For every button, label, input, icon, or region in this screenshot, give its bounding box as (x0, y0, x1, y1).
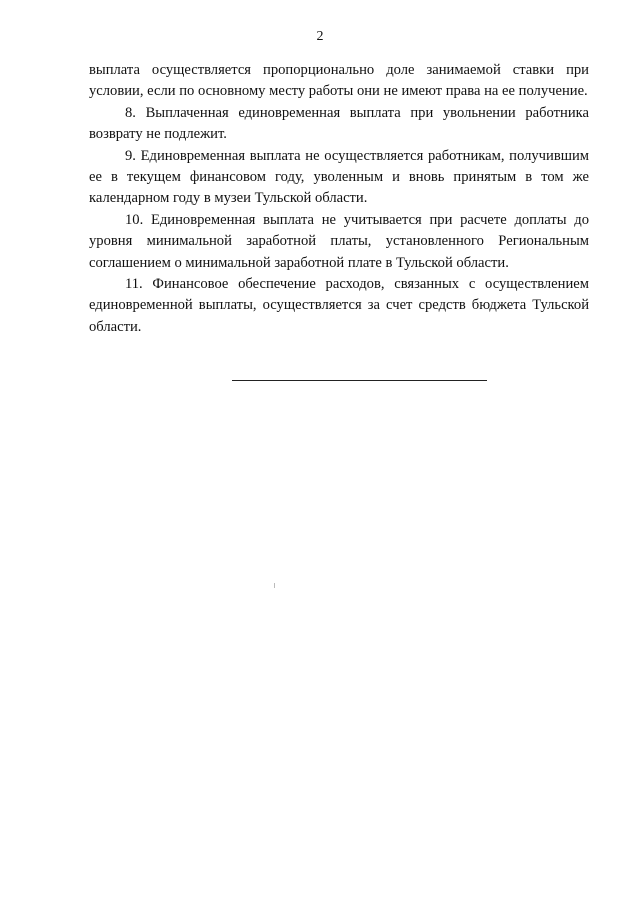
document-body (89, 60, 589, 338)
page-number: 2 (316, 29, 324, 44)
scan-speck (274, 583, 275, 588)
paragraph-continuation: выплата осуществляется пропорционально доле занимаемой ставки при условии, если по основному месту работы они не имеют права на ее получение. (89, 62, 589, 100)
paragraph-8: 8. Выплаченная единовременная выплата при увольнении работника возврату не подлежит. (89, 104, 589, 143)
paragraph-9: 9. Единовременная выплата не осуществляется работникам, получившим ее в текущем финансовом году, уволенным и вновь принятым в том же календарном году в музеи Тульской области. (89, 147, 589, 207)
paragraph-10: 10. Единовременная выплата не учитывается при расчете доплаты до уровня минимальной заработной платы, установленного Региональным соглашением о минимальной заработной плате в Тульской области. (89, 211, 589, 271)
paragraph-11: 11. Финансовое обеспечение расходов, связанных с осуществлением единовременной выплаты, осуществляется за счет средств бюджета Тульской области. (89, 276, 589, 335)
closing-rule (232, 380, 487, 381)
